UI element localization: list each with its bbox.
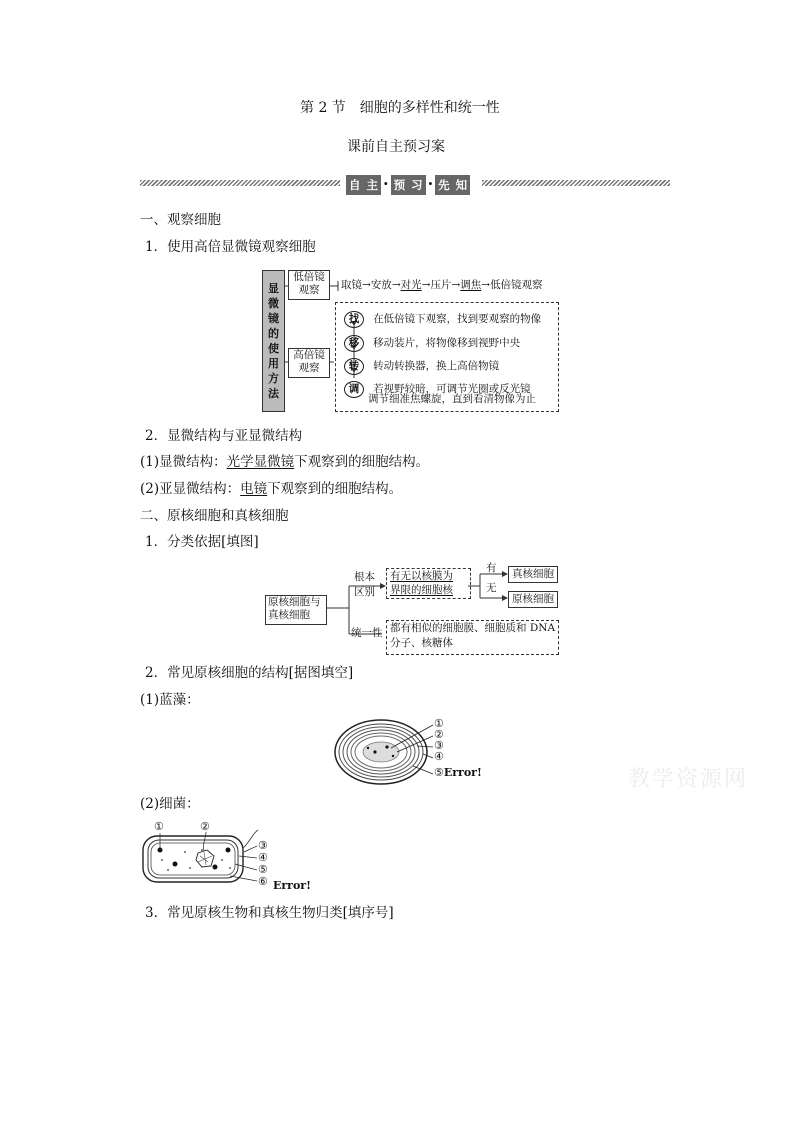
cyanobacterium-figure — [333, 716, 503, 788]
has-label: 有 — [486, 562, 497, 574]
section1-item2: 2．显微结构与亚显微结构 — [145, 428, 303, 444]
bacteria-label: (2)细菌： — [140, 796, 200, 812]
banner-tag-6: 知 — [453, 175, 471, 195]
alga-markers: ① ② ③ ④ ⑤Error! — [434, 717, 482, 779]
bacteria-marker-1: ① — [154, 820, 164, 833]
high-power-box: 高倍镜 观察 — [288, 348, 330, 378]
cyanobacterium-leader-lines — [333, 716, 443, 788]
step-turn: 转 转动转换器，换上高倍物镜 — [344, 354, 499, 375]
section2-heading: 二、原核细胞和真核细胞 — [140, 508, 289, 524]
alga-error: Error! — [443, 766, 482, 779]
section2-item3: 3．常见原核生物和真核生物归类[填序号] — [145, 905, 394, 921]
step-mark-find: 找 — [344, 311, 364, 328]
step-find: 找 在低倍镜下观察，找到要观察的物像 — [344, 307, 541, 328]
page-title: 第 2 节 细胞的多样性和统一性 — [300, 100, 500, 116]
bacteria-marker-2: ② — [200, 820, 210, 833]
banner-tag-5: 先 — [435, 175, 453, 195]
eukaryote-result: 真核细胞 — [508, 566, 558, 583]
alga-label: (1)蓝藻： — [140, 692, 200, 708]
fundamental-difference-label: 根本 区别 — [354, 571, 375, 598]
microstructure-line: (1)显微结构：光学显微镜下观察到的细胞结构。 — [140, 454, 430, 470]
banner-tag-1: 自 — [346, 175, 364, 195]
step-mark-move: 移 — [344, 335, 364, 352]
bacteria-error: Error! — [273, 879, 311, 892]
watermark: 教学资源网 — [628, 767, 749, 792]
step-adjust: 调 若视野较暗，可调节光圈或反光镜 — [344, 377, 531, 398]
step-mark-turn: 转 — [344, 358, 364, 375]
section2-item1: 1．分类依据[填图] — [145, 534, 259, 550]
low-power-box: 低倍镜 观察 — [288, 270, 330, 300]
section-banner: 自 主 · 预 习 · 先 知 — [140, 174, 670, 192]
banner-tag-2: 主 — [364, 175, 382, 195]
section1-item1: 1．使用高倍显微镜观察细胞 — [145, 239, 316, 255]
bacteria-markers: ③ ④ ⑤ ⑥ — [258, 839, 268, 888]
nucleus-criterion-box: 有无以核膜为 界限的细胞核 — [386, 568, 471, 599]
submicrostructure-line: (2)亚显微结构：电镜下观察到的细胞结构。 — [140, 481, 403, 497]
prokaryote-eukaryote-box: 原核细胞与 真核细胞 — [265, 595, 327, 625]
banner-tag-4: 习 — [408, 175, 426, 195]
banner-tag-3: 预 — [391, 175, 409, 195]
step-mark-adjust: 调 — [344, 381, 364, 398]
prokaryote-result: 原核细胞 — [508, 591, 558, 608]
microscope-method-diagram — [262, 268, 562, 414]
blank-answer-1: 光学显微镜 — [226, 454, 295, 470]
step-move: 移 移动装片，将物像移到视野中央 — [344, 331, 520, 352]
bacterium-figure — [140, 820, 325, 892]
section1-heading: 一、观察细胞 — [140, 212, 221, 228]
page-subtitle: 课前自主预习案 — [347, 139, 445, 155]
section2-item2: 2．常见原核细胞的结构[据图填空] — [145, 665, 354, 681]
classification-diagram — [262, 562, 562, 658]
none-label: 无 — [486, 582, 497, 594]
unity-label: 统一性 — [351, 627, 383, 639]
low-power-steps: 取镜→安放→对光→压片→调焦→低倍镜观察 — [341, 279, 543, 291]
step-adjust-line2: 调节细准焦螺旋，直到看清物像为止 — [368, 393, 536, 405]
side-label: 显微镜的使用方法 — [268, 282, 279, 400]
blank-answer-2: 电镜 — [240, 481, 268, 497]
unity-box: 都有相似的细胞膜、细胞质和 DNA 分子、核糖体 — [386, 620, 559, 655]
